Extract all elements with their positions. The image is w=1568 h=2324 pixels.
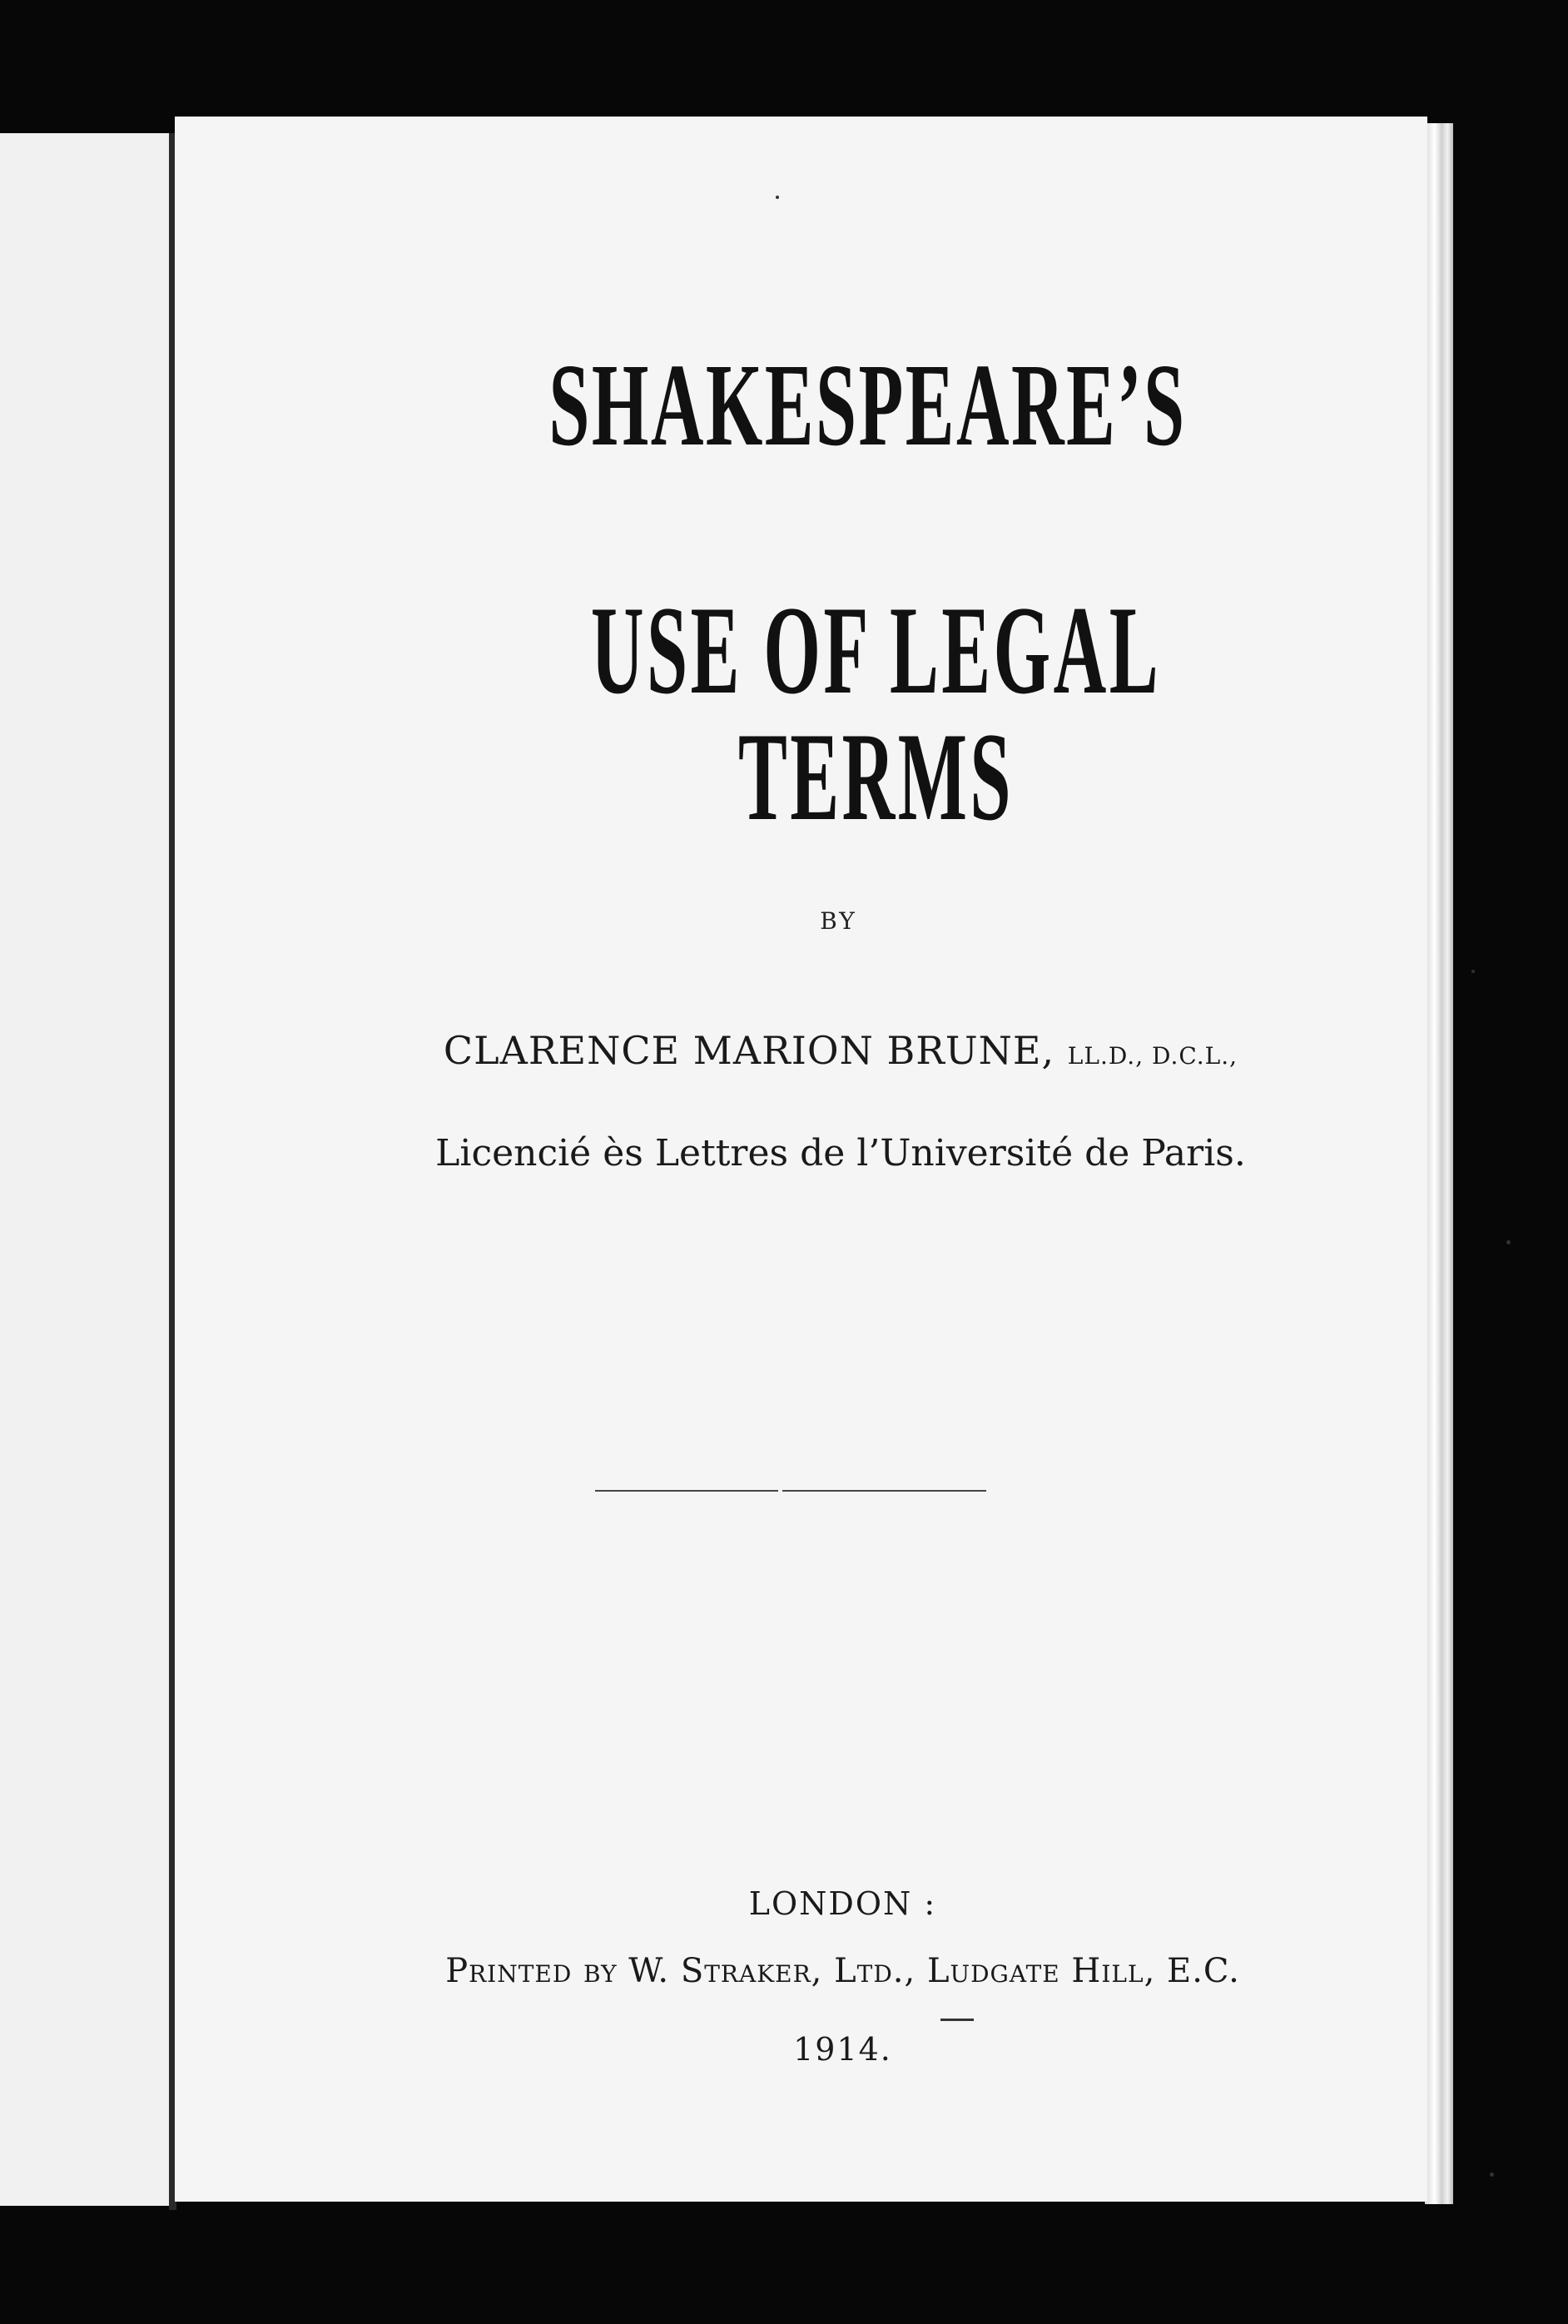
book-title-line-1: SHAKESPEARE’S — [548, 339, 1187, 470]
author-affiliation: Licencié ès Lettres de l’Université de Paris. — [435, 1132, 1246, 1174]
scan-speck — [1471, 970, 1475, 973]
scan-speck — [1506, 1240, 1511, 1244]
title-page — [175, 117, 1427, 2202]
page-edges — [1425, 123, 1453, 2204]
imprint-printer: Printed by W. Straker, Ltd., Ludgate Hill, E.C. — [445, 1952, 1240, 1990]
imprint-city: LONDON : — [748, 1885, 937, 1922]
divider-rule-left — [595, 1490, 778, 1492]
author-name: CLARENCE MARION BRUNE, — [443, 1028, 1055, 1073]
author-line — [175, 1028, 1427, 1073]
author-degrees: LL.D., D.C.L., — [1067, 1042, 1238, 1070]
book-title-line-2: USE OF LEGAL TERMS — [590, 580, 1162, 847]
imprint-year: 1914. — [793, 2031, 892, 2068]
left-page — [0, 133, 171, 2206]
by-label: BY — [820, 907, 857, 935]
divider-rule-right — [782, 1490, 986, 1492]
imprint-dash — [940, 2019, 974, 2021]
scan-speck — [776, 196, 779, 199]
scan-speck — [1490, 2173, 1494, 2177]
